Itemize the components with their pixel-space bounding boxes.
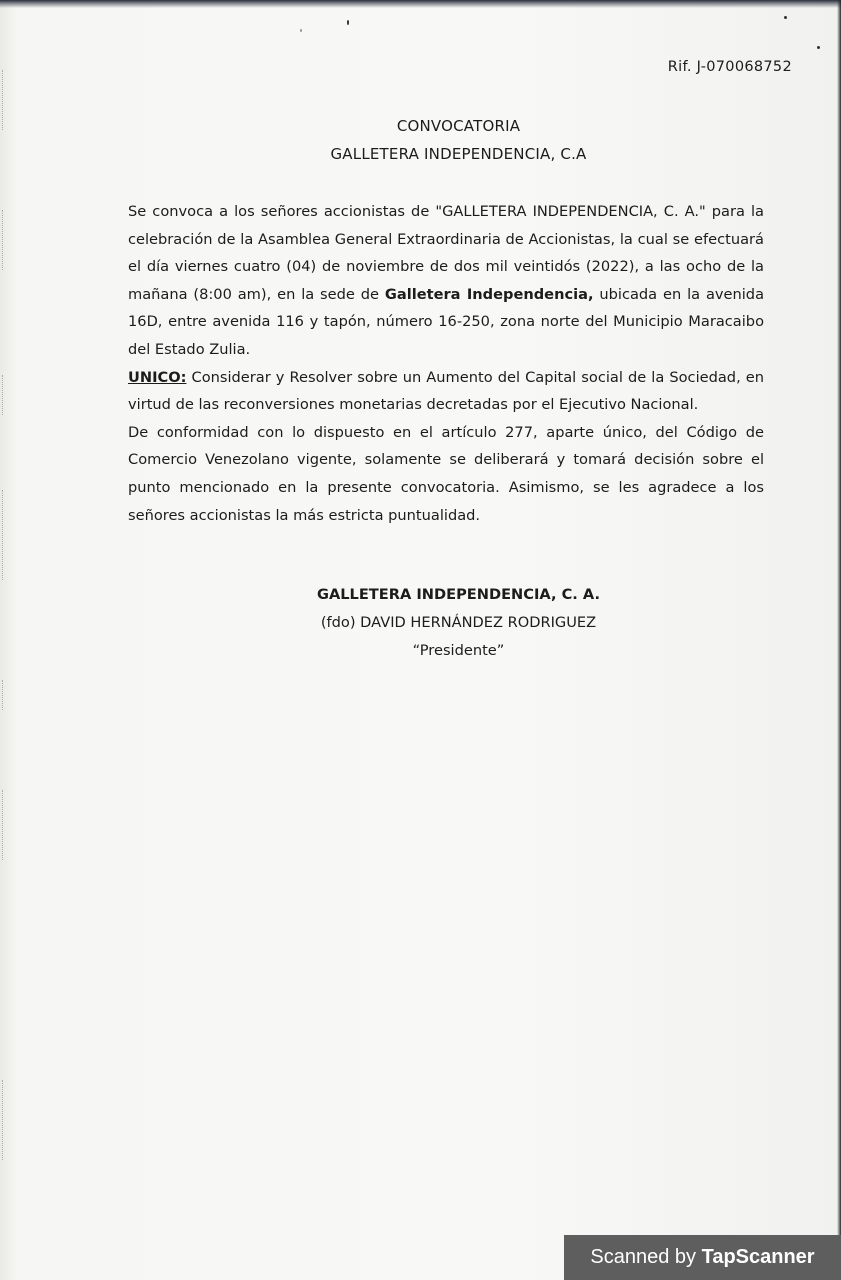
announcement-body	[128, 198, 764, 529]
convocation-text-start: Se convoca a los señores accionistas de "GALLETERA INDEPENDENCIA, C. A." para la celebración de la Asamblea General Extraordinaria de Accionistas, la cual se efectuará el día viernes cuatro (04) de noviembre de dos mil veintidós (2022), a las ocho de la mañana (8:00 am), en la sede de	[128, 203, 764, 303]
scan-right-edge	[837, 0, 841, 1280]
binding-marks	[2, 790, 6, 860]
scan-speck	[300, 29, 302, 32]
agenda-text: Considerar y Resolver sobre un Aumento del Capital social de la Sociedad, en virtud de las reconversiones monetarias decretadas por el Ejecutivo Nacional.	[128, 368, 764, 414]
signature-role: “Presidente”	[412, 642, 505, 659]
company-heading: GALLETERA INDEPENDENCIA, C.A	[330, 145, 587, 163]
watermark-brand: TapScanner	[701, 1246, 815, 1268]
agenda-label: UNICO:	[128, 368, 187, 386]
binding-marks	[2, 1080, 6, 1160]
convocation-paragraph	[128, 198, 764, 364]
scan-speck	[817, 46, 820, 49]
signature-signer: (fdo) DAVID HERNÁNDEZ RODRIGUEZ	[320, 614, 597, 631]
convocation-text-end: ubicada en la avenida 16D, entre avenida 116 y tapón, número 16-250, zona norte del Municipio Maracaibo del Estado Zulia.	[128, 285, 765, 358]
binding-marks	[2, 375, 6, 415]
scan-speck	[784, 16, 787, 19]
watermark-prefix: Scanned by	[590, 1246, 702, 1268]
scan-top-edge	[0, 0, 841, 8]
legal-paragraph: De conformidad con lo dispuesto en el artículo 277, aparte único, del Código de Comercio Venezolano vigente, solamente se deliberará y tomará decisión sobre el punto mencionado en la presente convocatoria. Asimismo, se les agradece a los señores accionistas la más estricta puntualidad.	[128, 423, 764, 524]
document-title: CONVOCATORIA	[396, 117, 521, 135]
binding-marks	[2, 210, 6, 270]
scan-speck	[347, 20, 349, 25]
company-name-bold: Galletera Independencia,	[384, 285, 594, 303]
binding-marks	[2, 490, 6, 580]
tapscanner-watermark	[564, 1235, 841, 1280]
binding-marks	[2, 70, 6, 130]
signature-company: GALLETERA INDEPENDENCIA, C. A.	[316, 586, 601, 603]
rif-number: Rif. J-070068752	[667, 59, 792, 75]
agenda-paragraph	[128, 364, 764, 419]
binding-marks	[2, 680, 6, 710]
